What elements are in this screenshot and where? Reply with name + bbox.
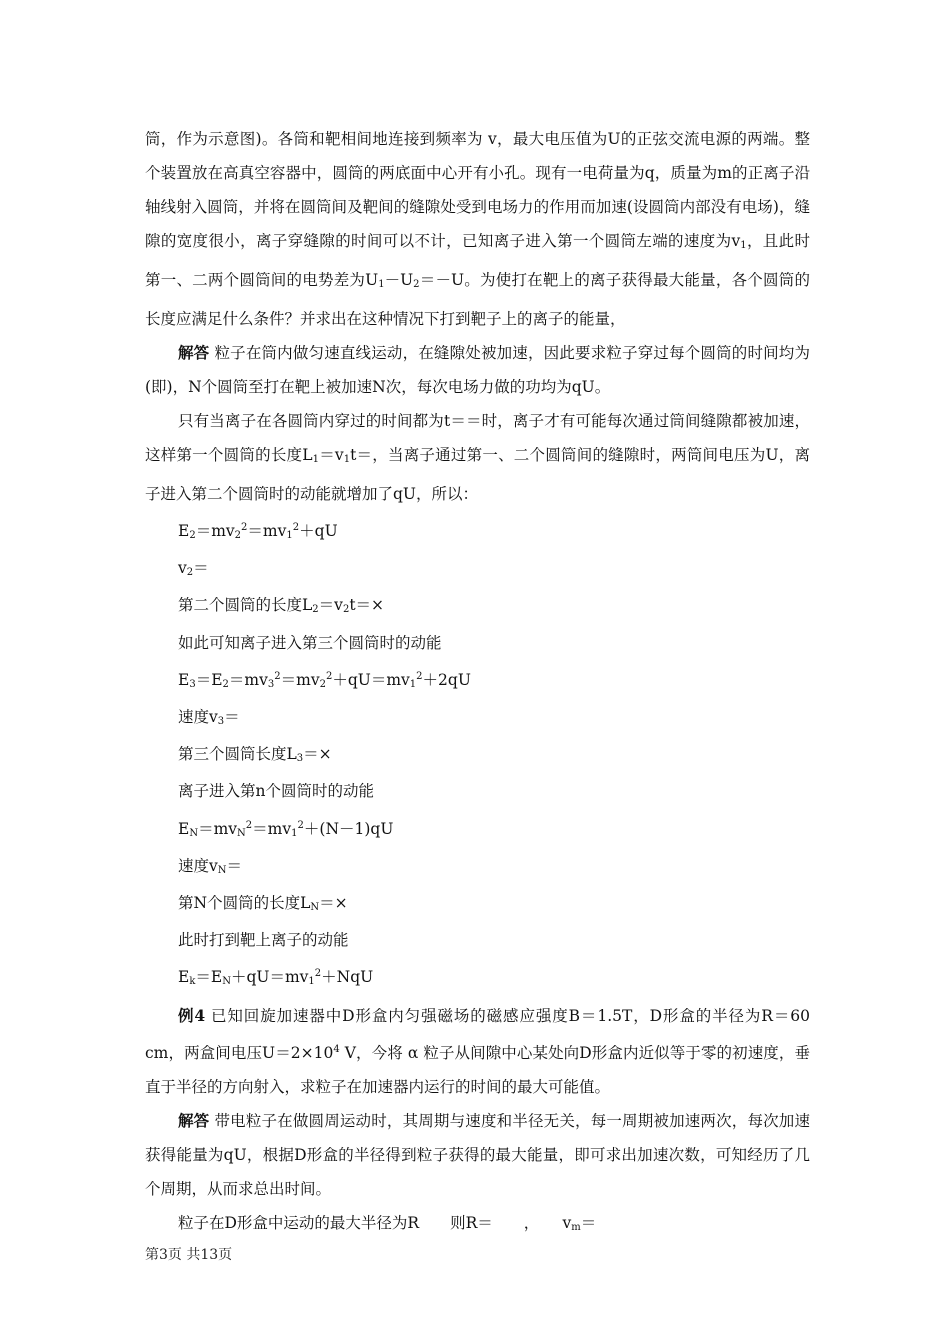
- text-run: 第三个圆筒长度L: [178, 745, 297, 764]
- text-run: 粒子在筒内做匀速直线运动，在缝隙处被加速，因此要求粒子穿过每个圆筒的时间均为(即)，N个圆筒至打在靶上被加速N次，每次电场力做的功均为qU。: [145, 344, 810, 396]
- equation-line: [145, 738, 810, 775]
- text-run: E: [178, 819, 190, 838]
- subscript: 1: [378, 279, 385, 290]
- equation-line: [145, 552, 810, 589]
- superscript: 2: [274, 670, 281, 682]
- text-run: ＋qU: [299, 522, 338, 540]
- subscript: 1: [343, 454, 351, 465]
- text-run: ＝: [193, 559, 209, 578]
- equation-line: [145, 701, 810, 738]
- text-run: ＝v: [318, 446, 344, 464]
- text-run: 带电粒子在做圆周运动时，其周期与速度和半径无关，每一周期被加速两次，每次加速获得能量为qU，根据D形盒的半径得到粒子获得的最大能量，即可求出加速次数，可知经历了几个周期，从而求总出时间。: [145, 1111, 810, 1198]
- equation-line: [145, 809, 810, 850]
- subscript: 3: [189, 678, 196, 690]
- text-run: ＋NqU: [321, 968, 374, 987]
- text-run: －U: [384, 271, 414, 289]
- text-run: ＝mv: [247, 522, 287, 540]
- text-run: v: [178, 559, 187, 578]
- text-run: ＝mv: [280, 670, 320, 689]
- text-run: 只有当离子在各圆筒内穿过的时间都为t＝＝时，离子才有可能每次通过筒间缝隙都被加速，这样第一个圆筒的长度L: [145, 412, 810, 464]
- subscript: m: [571, 1221, 581, 1233]
- subscript: 1: [308, 976, 315, 988]
- text-run: 第二个圆筒的长度L: [178, 596, 313, 615]
- subscript: 1: [286, 530, 293, 541]
- text-run: ＝mv: [198, 819, 238, 838]
- equation-line: [145, 775, 810, 808]
- superscript: 2: [416, 670, 423, 682]
- text-run: ＝E: [195, 670, 223, 689]
- text-run: ，且此时第一、二两个圆筒间的电势差为U: [145, 232, 810, 289]
- text-run: t＝×: [349, 596, 385, 615]
- equation-line: [145, 627, 810, 660]
- text-run: E: [178, 968, 190, 987]
- subscript: N: [189, 827, 199, 839]
- text-run: t＝，当离子通过第一、二个圆筒间的缝隙时，两筒间电压为U，离子进入第二个圆筒时的动能就增加了qU，所以：: [145, 446, 810, 503]
- subscript: 2: [234, 530, 242, 541]
- subscript: N: [217, 864, 227, 876]
- text-run: ＝v: [318, 596, 343, 615]
- subscript: N: [222, 976, 231, 988]
- subscript: 3: [217, 716, 225, 728]
- section-label: 例4: [178, 1005, 206, 1025]
- subscript: 2: [222, 678, 229, 690]
- text-run: V，今将 α 粒子从间隙中心某处向D形盒内近似等于零的初速度，垂直于半径的方向射入，求粒子在加速器内运行的时间的最大可能值。: [145, 1043, 810, 1096]
- text-run: ＝×: [303, 745, 332, 764]
- text-run: ＝: [580, 1213, 597, 1232]
- superscript: 2: [314, 968, 322, 980]
- text-run: 此时打到靶上离子的动能: [178, 931, 349, 950]
- superscript: 2: [325, 670, 333, 682]
- page-footer: 第3页 共13页: [145, 1247, 233, 1263]
- text-run: ＋qU＝mv: [230, 968, 309, 987]
- equation-line: [145, 887, 810, 924]
- subscript: 2: [319, 678, 326, 690]
- paragraph: [145, 1206, 810, 1245]
- subscript: 1: [312, 454, 319, 465]
- paragraph: [145, 336, 810, 404]
- text-run: 第N个圆筒的长度L: [178, 894, 311, 913]
- text-run: ＝: [224, 708, 240, 727]
- section-label: 解答: [178, 343, 210, 362]
- text-run: E: [178, 522, 190, 540]
- subscript: 3: [267, 678, 275, 690]
- section-label: 解答: [178, 1110, 210, 1130]
- paragraph: [145, 122, 810, 336]
- superscript: 2: [297, 819, 304, 831]
- equation-line: [145, 957, 810, 998]
- superscript: 4: [333, 1043, 340, 1055]
- text-run: ＋(N－1)qU: [303, 819, 394, 838]
- text-run: 如此可知离子进入第三个圆筒时的动能: [178, 633, 442, 652]
- subscript: 2: [312, 604, 319, 616]
- text-run: ＝mv: [228, 670, 268, 689]
- subscript: 3: [296, 753, 304, 765]
- text-run: ＝: [226, 856, 243, 875]
- text-run: 速度v: [178, 856, 218, 875]
- subscript: 1: [409, 678, 417, 690]
- text-run: 离子进入第n个圆筒时的动能: [178, 782, 374, 801]
- subscript: 2: [342, 604, 350, 616]
- text-run: ＋qU＝mv: [332, 670, 410, 689]
- paragraph: [145, 999, 810, 1104]
- paragraph: [145, 404, 810, 511]
- subscript: N: [237, 827, 246, 839]
- subscript: N: [310, 902, 320, 914]
- subscript: 1: [291, 827, 298, 839]
- paragraph: [145, 1104, 810, 1206]
- subscript: 1: [740, 240, 747, 251]
- text-run: ＋2qU: [422, 670, 471, 689]
- superscript: 2: [245, 819, 253, 831]
- equation-line: [145, 511, 810, 552]
- text-run: ＝×: [319, 894, 348, 913]
- equation-line: [145, 589, 810, 626]
- text-run: 筒，作为示意图)。各筒和靶相间地连接到频率为 v，最大电压值为U的正弦交流电源的两端。整个装置放在高真空容器中，圆筒的两底面中心开有小孔。现有一电荷量为q，质量为m的正离子沿轴线射入圆筒，并将在圆筒间及靶间的缝隙处受到电场力的作用而加速(设圆筒内部没有电场)，缝隙的宽度很小，离子穿缝隙的时间可以不计，已知离子进入第一个圆筒左端的速度为v: [145, 130, 810, 250]
- subscript: 2: [186, 567, 194, 579]
- text-run: ＝mv: [195, 522, 235, 540]
- equation-line: [145, 660, 810, 701]
- text-run: 已知回旋加速器中D形盒内匀强磁场的磁感应强度B＝1.5T，D形盒的半径为R＝60 cm，两盒间电压U＝2×10: [145, 1006, 810, 1062]
- superscript: 2: [241, 522, 248, 533]
- equation-line: [145, 924, 810, 957]
- text-run: ＝－U。为使打在靶上的离子获得最大能量，各个圆筒的长度应满足什么条件？并求出在这种情况下打到靶子上的离子的能量，: [145, 271, 810, 328]
- text-run: 速度v: [178, 708, 218, 727]
- document-body: [145, 122, 810, 1245]
- subscript: k: [189, 976, 196, 988]
- text-run: ＝mv: [252, 819, 292, 838]
- superscript: 2: [292, 522, 300, 533]
- text-run: 粒子在D形盒中运动的最大半径为R 则R＝ ， v: [178, 1213, 572, 1232]
- equation-line: [145, 850, 810, 887]
- subscript: 2: [189, 530, 196, 541]
- text-run: E: [178, 670, 190, 689]
- text-run: ＝E: [195, 968, 223, 987]
- subscript: 2: [413, 279, 420, 290]
